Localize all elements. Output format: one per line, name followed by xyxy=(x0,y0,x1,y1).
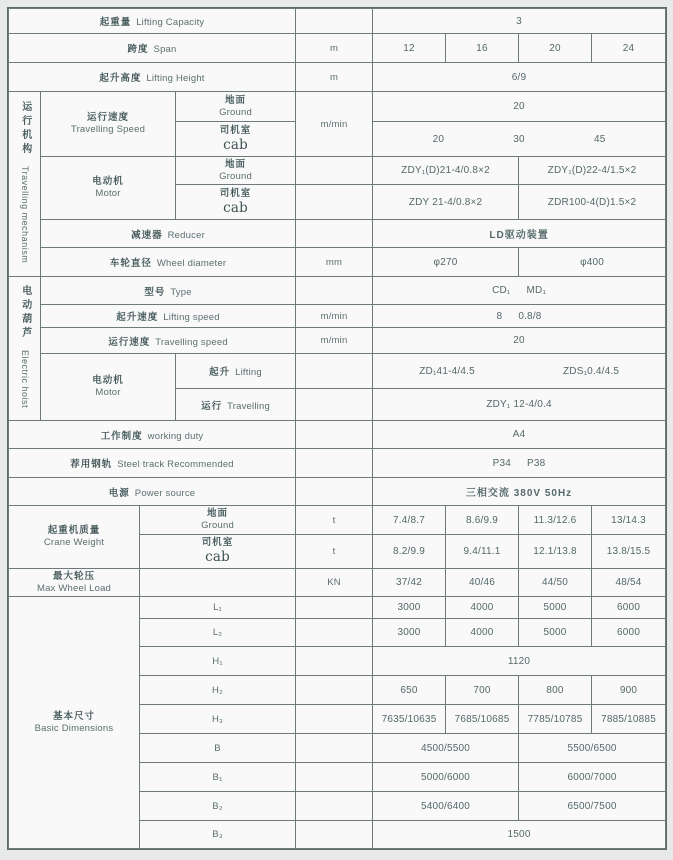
wheel-diameter-label xyxy=(41,248,296,277)
cab-label-en: cab xyxy=(223,199,248,216)
dim-h2-value-3: 800 xyxy=(519,676,592,705)
travelling-speed-label xyxy=(41,92,176,157)
hoist-motor-lifting-value-1: ZD₁41-4/4.5 xyxy=(419,365,475,377)
max-wheel-load-value-1: 37/42 xyxy=(373,569,446,597)
crane-weight-cab-value-1: 8.2/9.9 xyxy=(373,535,446,569)
hoist-type-label-zh: 型号 xyxy=(144,286,166,298)
hoist-type-label-en: Type xyxy=(170,286,192,298)
steel-track-values xyxy=(373,449,666,478)
dim-b2-unit xyxy=(296,792,373,821)
dim-l1-value-4: 6000 xyxy=(592,597,666,619)
crane-weight-label-zh: 起重机质量 xyxy=(47,525,101,537)
lifting-height-label-zh: 起升高度 xyxy=(99,73,142,84)
reducer-label-zh: 减速器 xyxy=(131,229,163,241)
working-duty-unit xyxy=(296,421,373,449)
lifting-height-unit: m xyxy=(296,63,373,92)
hoist-type-md: MD₁ xyxy=(526,285,547,296)
span-value-16: 16 xyxy=(446,34,519,63)
wheel-diameter-label-zh: 车轮直径 xyxy=(109,258,152,269)
dim-h2-value-2: 700 xyxy=(446,676,519,705)
hoist-lifting-speed-values xyxy=(373,305,666,328)
span-value-12: 12 xyxy=(373,34,446,63)
dim-l2-label: L₂ xyxy=(140,619,296,647)
hoist-motor-travelling-unit xyxy=(296,389,373,421)
hoist-motor-lifting-label-zh: 起升 xyxy=(209,367,231,378)
dim-l2-value-2: 4000 xyxy=(446,619,519,647)
dim-b-label: B xyxy=(140,734,296,763)
dim-b1-label: B₁ xyxy=(140,763,296,792)
travel-motor-cab-value-2: ZDR100-4(D)1.5×2 xyxy=(519,185,666,220)
crane-weight-cab-sublabel xyxy=(140,535,296,569)
hoist-motor-label xyxy=(41,354,176,421)
hoist-travelling-speed-label-zh: 运行速度 xyxy=(108,336,151,348)
dim-b1-unit xyxy=(296,763,373,792)
crane-weight-ground-sublabel xyxy=(140,506,296,535)
max-wheel-load-unit: KN xyxy=(296,569,373,597)
travelling-mechanism-label-en: Travelling mechanism xyxy=(19,166,30,264)
row-wheel-diameter xyxy=(9,248,666,277)
crane-spec-table xyxy=(8,8,666,849)
max-wheel-load-label xyxy=(9,569,140,597)
lifting-height-label xyxy=(9,63,296,92)
wheel-diameter-unit: mm xyxy=(296,248,373,277)
crane-weight-cab-value-3: 12.1/13.8 xyxy=(519,535,592,569)
travel-motor-ground-value-2: ZDY₁(D)22-4/1.5×2 xyxy=(519,157,666,185)
power-source-value: 三相交流 380V 50Hz xyxy=(373,478,666,506)
hoist-lifting-speed-value-2: 0.8/8 xyxy=(518,310,542,322)
max-wheel-load-label-zh: 最大轮压 xyxy=(52,570,95,582)
dim-b2-value-2: 6500/7500 xyxy=(519,792,666,821)
lifting-capacity-label-en: Lifting Capacity xyxy=(136,17,205,28)
electric-hoist-vertical-label xyxy=(19,285,30,408)
dim-l1-unit xyxy=(296,597,373,619)
hoist-motor-travelling-value: ZDY₁ 12-4/0.4 xyxy=(373,389,666,421)
hoist-type-values xyxy=(373,277,666,305)
wheel-diameter-value-2: φ400 xyxy=(519,248,666,277)
hoist-type-unit xyxy=(296,277,373,305)
dim-b-value-2: 5500/6500 xyxy=(519,734,666,763)
dim-b2-label: B₂ xyxy=(140,792,296,821)
basic-dimensions-label-en: Basic Dimensions xyxy=(34,722,114,734)
hoist-motor-travelling-sublabel xyxy=(176,389,296,421)
row-hoist-type xyxy=(9,277,666,305)
dim-b3-value: 1500 xyxy=(373,821,666,849)
hoist-motor-lifting-sublabel xyxy=(176,354,296,389)
hoist-lifting-speed-label-en: Lifting speed xyxy=(163,312,220,323)
hoist-travelling-speed-unit: m/min xyxy=(296,328,373,354)
row-reducer xyxy=(9,220,666,248)
ground-label-en: Ground xyxy=(201,520,234,531)
travel-motor-label-en: Motor xyxy=(95,188,121,199)
hoist-motor-lifting-label-en: Lifting xyxy=(235,367,262,378)
dim-l1-value-1: 3000 xyxy=(373,597,446,619)
dim-h1-value: 1120 xyxy=(373,647,666,676)
ground-label-zh: 地面 xyxy=(207,508,229,520)
hoist-motor-lifting-unit xyxy=(296,354,373,389)
dim-b1-value-2: 6000/7000 xyxy=(519,763,666,792)
row-travelling-speed-ground xyxy=(9,92,666,122)
dim-h2-unit xyxy=(296,676,373,705)
crane-weight-label xyxy=(9,506,140,569)
travel-motor-ground-sublabel xyxy=(176,157,296,185)
power-source-label-en: Power source xyxy=(134,487,196,499)
hoist-lifting-speed-label-zh: 起升速度 xyxy=(116,312,159,323)
dim-l1-value-3: 5000 xyxy=(519,597,592,619)
dim-l2-unit xyxy=(296,619,373,647)
dim-l1-label: L₁ xyxy=(140,597,296,619)
ground-label-en: Ground xyxy=(219,170,252,182)
span-label-zh: 跨度 xyxy=(127,44,149,55)
dim-b-value-1: 4500/5500 xyxy=(373,734,519,763)
dim-b-unit xyxy=(296,734,373,763)
hoist-travelling-speed-value: 20 xyxy=(373,328,666,354)
lifting-capacity-label xyxy=(9,9,296,34)
wheel-diameter-label-en: Wheel diameter xyxy=(156,258,227,269)
span-value-24: 24 xyxy=(592,34,666,63)
dim-h1-unit xyxy=(296,647,373,676)
steel-track-value-2: P38 xyxy=(527,457,546,469)
travel-motor-cab-value-1: ZDY 21-4/0.8×2 xyxy=(373,185,519,220)
electric-hoist-label-en: Electric hoist xyxy=(19,350,30,409)
hoist-motor-travelling-label-zh: 运行 xyxy=(201,400,223,412)
dim-l2-value-1: 3000 xyxy=(373,619,446,647)
basic-dimensions-label xyxy=(9,597,140,849)
crane-weight-cab-value-2: 9.4/11.1 xyxy=(446,535,519,569)
travelling-mechanism-label-zh: 运行机构 xyxy=(19,101,31,158)
hoist-lifting-speed-label xyxy=(41,305,296,328)
row-hoist-travelling-speed xyxy=(9,328,666,354)
ground-label-zh: 地面 xyxy=(225,158,247,170)
reducer-value: LD驱动装置 xyxy=(373,220,666,248)
electric-hoist-label-zh: 电动葫芦 xyxy=(19,285,31,342)
travelling-speed-ground-value: 20 xyxy=(373,92,666,122)
lifting-height-value: 6/9 xyxy=(373,63,666,92)
max-wheel-load-value-3: 44/50 xyxy=(519,569,592,597)
steel-track-label xyxy=(9,449,296,478)
travel-motor-ground-value-1: ZDY₁(D)21-4/0.8×2 xyxy=(373,157,519,185)
working-duty-label xyxy=(9,421,296,449)
crane-weight-label-en: Crane Weight xyxy=(43,537,105,548)
dim-l2-value-4: 6000 xyxy=(592,619,666,647)
lifting-capacity-label-zh: 起重量 xyxy=(99,17,132,28)
travelling-speed-ground-sublabel xyxy=(176,92,296,122)
travel-motor-cab-unit xyxy=(296,185,373,220)
dim-h2-label: H₂ xyxy=(140,676,296,705)
lifting-capacity-value: 3 xyxy=(373,9,666,34)
reducer-label-en: Reducer xyxy=(167,229,205,241)
travelling-speed-cab-sublabel xyxy=(176,122,296,157)
travel-motor-ground-unit xyxy=(296,157,373,185)
ground-label-en: Ground xyxy=(219,106,252,118)
crane-weight-ground-value-2: 8.6/9.9 xyxy=(446,506,519,535)
hoist-motor-lifting-value-2: ZDS₁0.4/4.5 xyxy=(562,365,620,377)
travelling-speed-label-en: Travelling Speed xyxy=(70,124,146,135)
row-crane-weight-ground xyxy=(9,506,666,535)
dim-h3-value-3: 7785/10785 xyxy=(519,705,592,734)
hoist-travelling-speed-label xyxy=(41,328,296,354)
dim-h3-value-1: 7635/10635 xyxy=(373,705,446,734)
reducer-label xyxy=(41,220,296,248)
span-unit: m xyxy=(296,34,373,63)
cab-label-zh: 司机室 xyxy=(219,124,252,136)
row-span xyxy=(9,34,666,63)
span-label xyxy=(9,34,296,63)
row-steel-track xyxy=(9,449,666,478)
reducer-unit xyxy=(296,220,373,248)
row-hoist-motor-lifting xyxy=(9,354,666,389)
max-wheel-load-value-2: 40/46 xyxy=(446,569,519,597)
power-source-unit xyxy=(296,478,373,506)
hoist-motor-travelling-label-en: Travelling xyxy=(227,400,270,412)
travel-motor-label-zh: 电动机 xyxy=(92,176,124,188)
cab-speed-value-2: 30 xyxy=(513,133,525,145)
dim-b3-unit xyxy=(296,821,373,849)
dim-b1-value-1: 5000/6000 xyxy=(373,763,519,792)
hoist-lifting-speed-value-1: 8 xyxy=(496,310,503,322)
dim-b3-label: B₃ xyxy=(140,821,296,849)
span-value-20: 20 xyxy=(519,34,592,63)
travelling-speed-label-zh: 运行速度 xyxy=(86,112,129,124)
hoist-type-cd: CD₁ xyxy=(492,285,511,296)
dim-h3-value-4: 7885/10885 xyxy=(592,705,666,734)
max-wheel-load-value-4: 48/54 xyxy=(592,569,666,597)
lifting-capacity-unit xyxy=(296,9,373,34)
steel-track-label-zh: 荐用钢轨 xyxy=(70,459,113,470)
basic-dimensions-label-zh: 基本尺寸 xyxy=(52,710,95,722)
hoist-type-label xyxy=(41,277,296,305)
row-power-source xyxy=(9,478,666,506)
crane-weight-cab-value-4: 13.8/15.5 xyxy=(592,535,666,569)
dim-h3-label: H₃ xyxy=(140,705,296,734)
travelling-mechanism-vertical-label xyxy=(19,101,30,263)
dim-h2-value-4: 900 xyxy=(592,676,666,705)
hoist-motor-label-en: Motor xyxy=(95,387,121,398)
row-working-duty xyxy=(9,421,666,449)
dim-h2-value-1: 650 xyxy=(373,676,446,705)
power-source-label xyxy=(9,478,296,506)
span-label-en: Span xyxy=(153,44,177,55)
steel-track-value-1: P34 xyxy=(492,457,512,469)
dim-l2-value-3: 5000 xyxy=(519,619,592,647)
cab-label-zh: 司机室 xyxy=(219,187,252,199)
crane-weight-ground-value-3: 11.3/12.6 xyxy=(519,506,592,535)
row-travel-motor-ground xyxy=(9,157,666,185)
power-source-label-zh: 电源 xyxy=(108,487,130,499)
cab-speed-value-1: 20 xyxy=(432,133,445,145)
cab-label-en: cab xyxy=(205,549,230,565)
section-travelling-mechanism xyxy=(9,92,41,277)
hoist-lifting-speed-unit: m/min xyxy=(296,305,373,328)
dim-h3-value-2: 7685/10685 xyxy=(446,705,519,734)
row-dim-l1 xyxy=(9,597,666,619)
working-duty-label-zh: 工作制度 xyxy=(100,430,143,442)
lifting-height-label-en: Lifting Height xyxy=(146,73,205,84)
max-wheel-load-sublabel xyxy=(140,569,296,597)
dim-h1-label: H₁ xyxy=(140,647,296,676)
dim-h3-unit xyxy=(296,705,373,734)
cab-label-zh: 司机室 xyxy=(201,537,234,549)
dim-b2-value-1: 5400/6400 xyxy=(373,792,519,821)
crane-weight-ground-value-1: 7.4/8.7 xyxy=(373,506,446,535)
row-hoist-lifting-speed xyxy=(9,305,666,328)
working-duty-value: A4 xyxy=(373,421,666,449)
hoist-motor-label-zh: 电动机 xyxy=(92,375,124,387)
hoist-motor-lifting-values xyxy=(373,354,666,389)
wheel-diameter-value-1: φ270 xyxy=(373,248,519,277)
row-max-wheel-load xyxy=(9,569,666,597)
ground-label-zh: 地面 xyxy=(225,94,247,106)
travel-motor-cab-sublabel xyxy=(176,185,296,220)
steel-track-unit xyxy=(296,449,373,478)
row-lifting-capacity xyxy=(9,9,666,34)
travelling-speed-cab-values xyxy=(373,122,666,157)
row-lifting-height xyxy=(9,63,666,92)
section-electric-hoist xyxy=(9,277,41,421)
crane-weight-ground-unit: t xyxy=(296,506,373,535)
travel-motor-label xyxy=(41,157,176,220)
working-duty-label-en: working duty xyxy=(147,430,204,442)
dim-l1-value-2: 4000 xyxy=(446,597,519,619)
cab-label-en: cab xyxy=(223,136,248,153)
crane-weight-ground-value-4: 13/14.3 xyxy=(592,506,666,535)
crane-weight-cab-unit: t xyxy=(296,535,373,569)
travelling-speed-unit: m/min xyxy=(296,92,373,157)
hoist-travelling-speed-label-en: Travelling speed xyxy=(155,336,228,348)
max-wheel-load-label-en: Max Wheel Load xyxy=(36,582,112,594)
cab-speed-value-3: 45 xyxy=(593,133,606,145)
steel-track-label-en: Steel track Recommended xyxy=(117,459,234,470)
